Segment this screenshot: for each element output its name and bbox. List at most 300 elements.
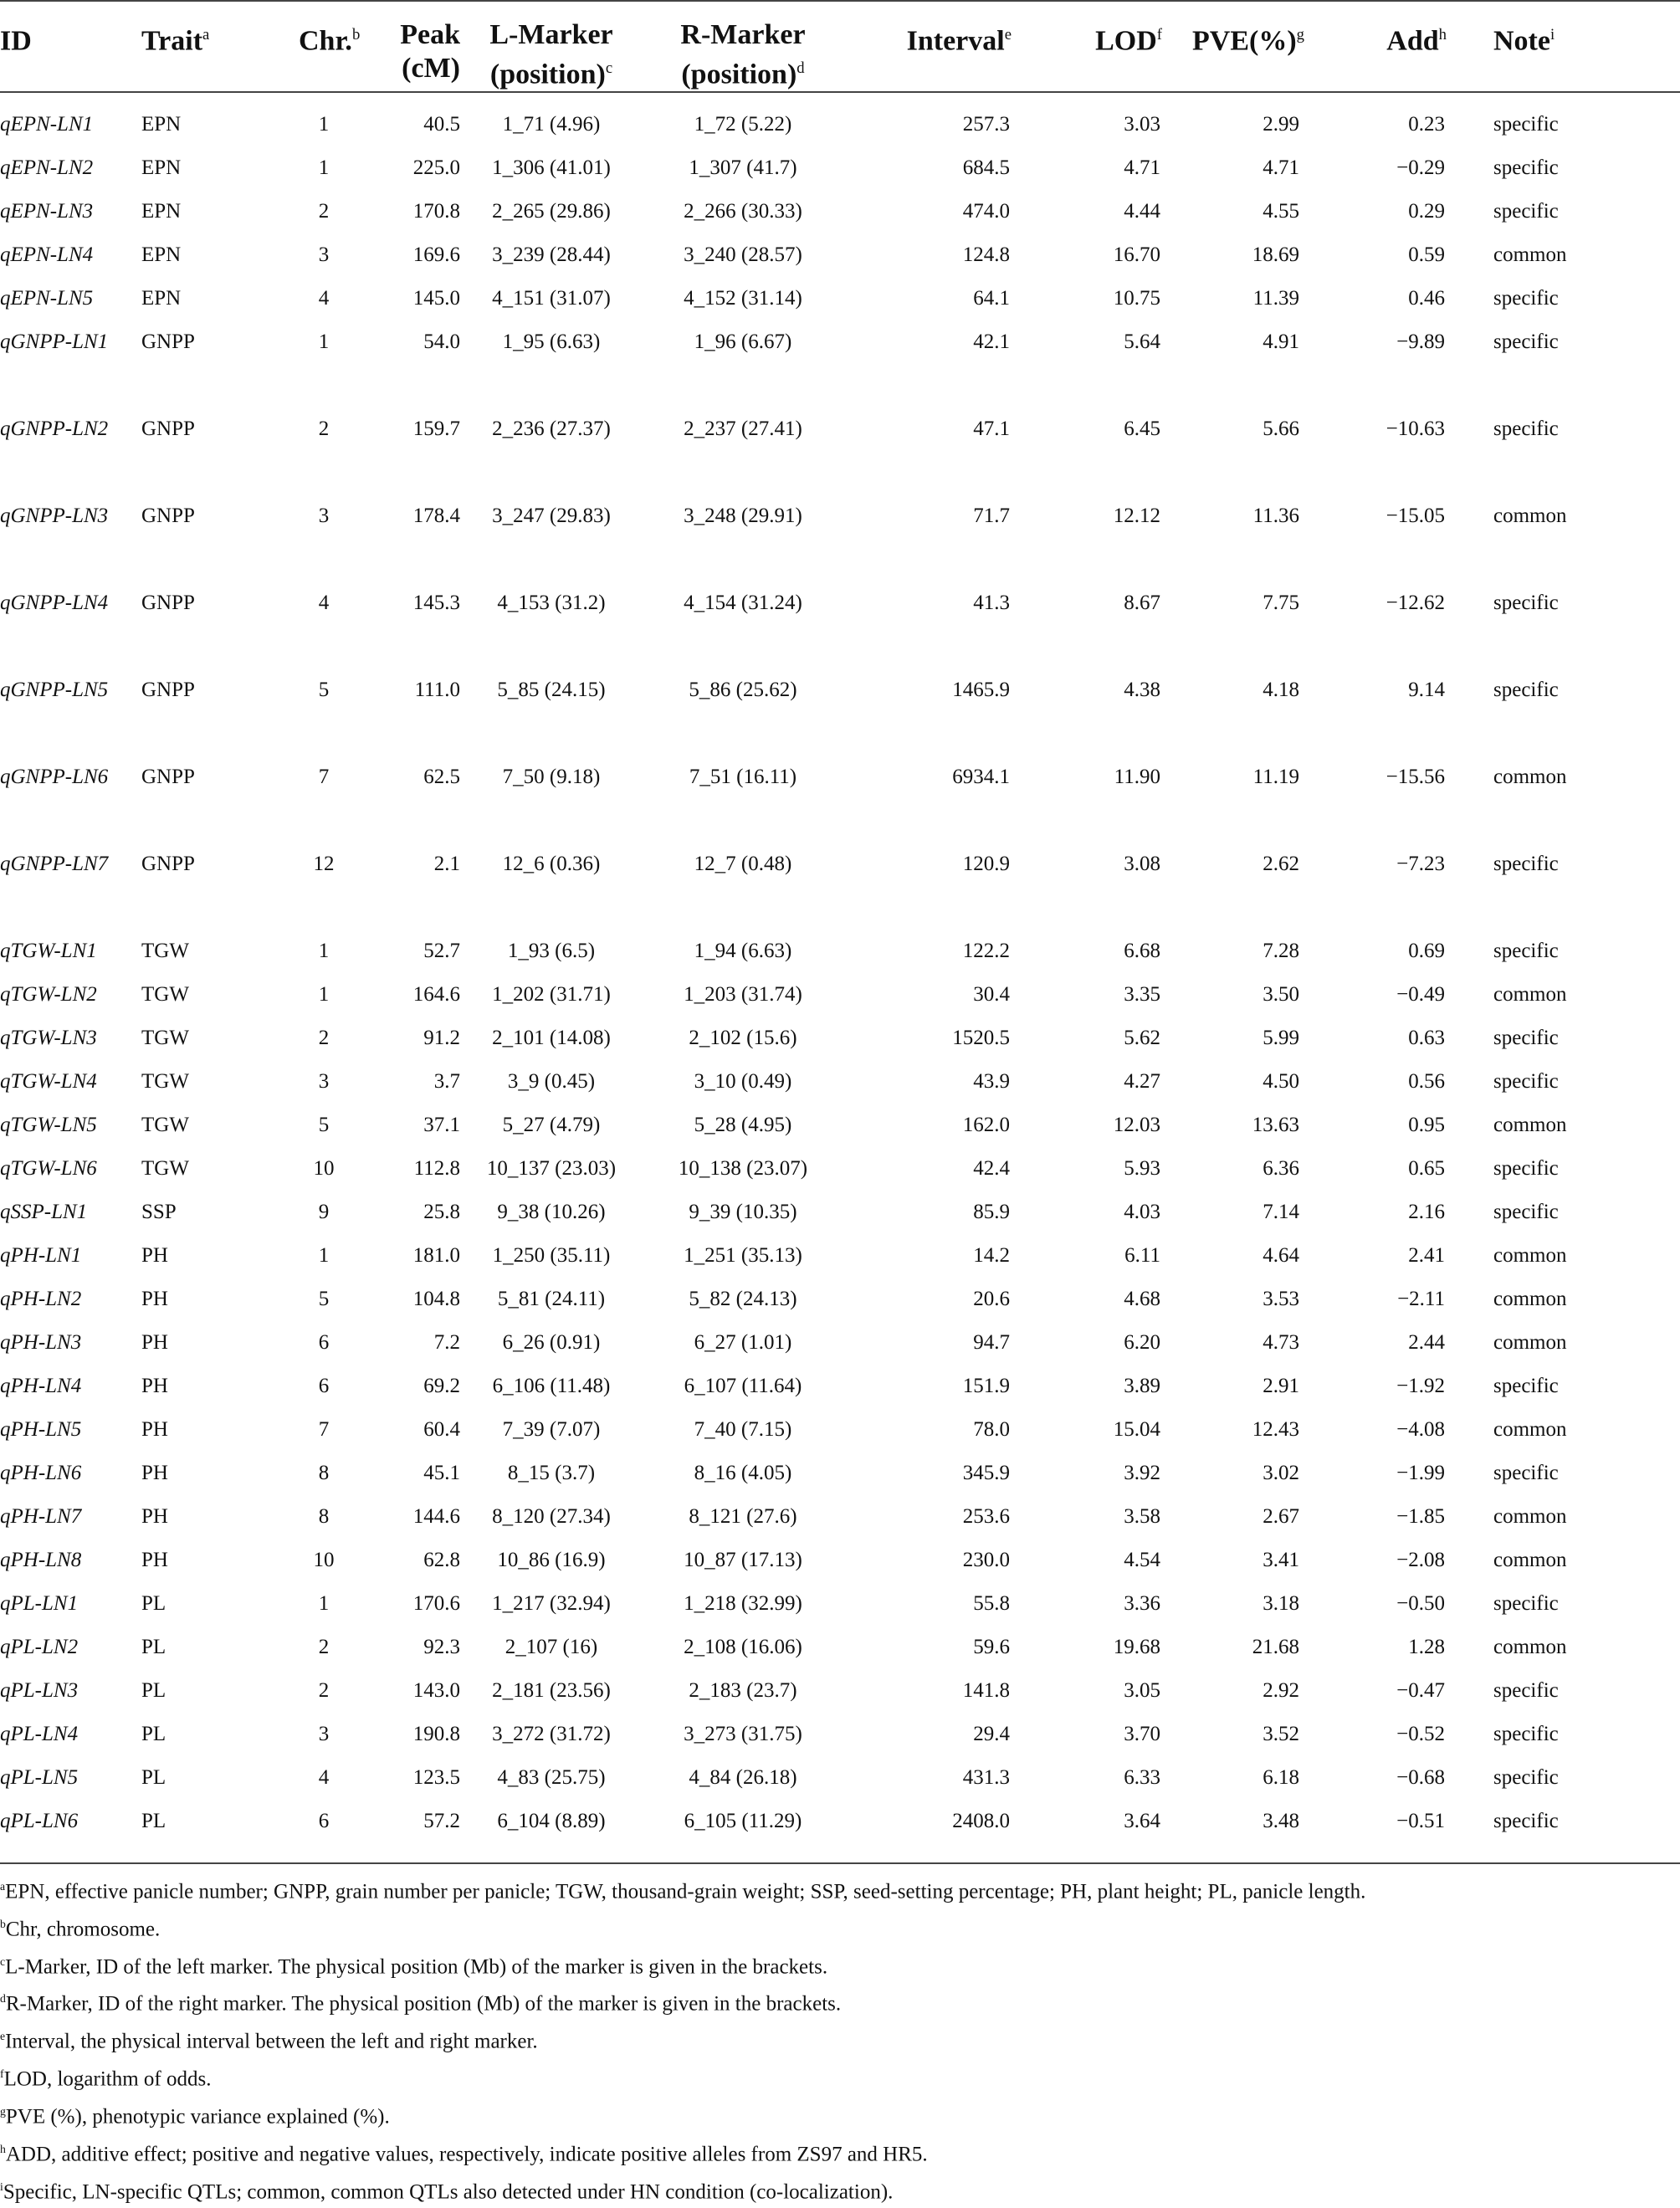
cell-pve: 12.43 [1252,1418,1299,1442]
cell-id: qTGW-LN2 [0,983,97,1007]
cell-l-marker: 7_39 (7.07) [502,1418,601,1442]
cell-note: common [1493,1288,1567,1311]
cell-interval: 55.8 [973,1592,1010,1616]
cell-peak: 145.0 [412,287,460,310]
cell-id: qGNPP-LN2 [0,418,109,441]
footnote [0,2171,1680,2208]
cell-r-marker: 7_51 (16.11) [689,766,797,789]
cell-r-marker: 3_273 (31.75) [684,1723,802,1746]
table-row [0,1060,1680,1104]
table-row [0,494,1680,581]
footnotes [0,1862,1680,2208]
cell-interval: 141.8 [962,1679,1010,1703]
cell-trait: PL [141,1723,166,1746]
cell-l-marker: 3_9 (0.45) [507,1070,596,1094]
cell-id: qPH-LN3 [0,1331,82,1355]
cell-chr: 1 [318,1244,330,1268]
footnote [0,1908,1680,1946]
cell-add: 2.44 [1408,1331,1445,1355]
cell-l-marker: 1_202 (31.71) [492,983,611,1007]
cell-add: 2.16 [1408,1201,1445,1224]
cell-lod: 12.12 [1113,505,1160,528]
cell-id: qPL-LN1 [0,1592,79,1616]
cell-interval: 42.4 [973,1157,1010,1181]
table-row [0,407,1680,494]
cell-peak: 62.5 [423,766,460,789]
cell-r-marker: 1_72 (5.22) [694,113,792,136]
cell-lod: 6.33 [1124,1766,1160,1790]
cell-add: −1.85 [1396,1505,1445,1529]
table-row [0,1669,1680,1713]
cell-peak: 145.3 [412,592,460,615]
cell-peak: 52.7 [423,940,460,963]
cell-add: 0.95 [1408,1114,1445,1137]
cell-add: −4.08 [1396,1418,1445,1442]
cell-r-marker: 1_96 (6.67) [694,330,792,354]
footnote [0,2134,1680,2171]
cell-interval: 42.1 [973,330,1010,354]
cell-peak: 178.4 [412,505,460,528]
cell-peak: 144.6 [412,1505,460,1529]
cell-trait: PH [141,1375,168,1398]
cell-id: qPH-LN5 [0,1418,82,1442]
cell-r-marker: 4_154 (31.24) [684,592,802,615]
cell-id: qTGW-LN5 [0,1114,97,1137]
cell-peak: 25.8 [423,1201,460,1224]
cell-peak: 190.8 [412,1723,460,1746]
cell-note: specific [1493,156,1559,180]
cell-lod: 4.44 [1124,200,1160,223]
cell-chr: 7 [318,766,330,789]
cell-peak: 143.0 [412,1679,460,1703]
cell-add: −0.49 [1396,983,1445,1007]
cell-note: common [1493,983,1567,1007]
cell-lod: 3.58 [1124,1505,1160,1529]
cell-pve: 2.92 [1263,1679,1299,1703]
cell-interval: 120.9 [962,853,1010,876]
cell-trait: PH [141,1331,168,1355]
cell-note: specific [1493,1027,1559,1050]
footnote-text: ADD, additive effect; positive and negative values, respectively, indicate positive alleles from ZS97 and HR5. [5,2143,928,2166]
cell-r-marker: 2_183 (23.7) [689,1679,797,1703]
cell-l-marker: 4_153 (31.2) [497,592,606,615]
cell-lod: 3.92 [1124,1462,1160,1485]
cell-trait: TGW [141,1027,189,1050]
footnote-marker: a [0,1880,6,1893]
cell-note: specific [1493,418,1559,441]
cell-trait: GNPP [141,418,195,441]
cell-trait: PL [141,1592,166,1616]
cell-r-marker: 1_218 (32.99) [684,1592,802,1616]
cell-id: qTGW-LN4 [0,1070,97,1094]
col-id: ID [0,1,140,92]
cell-trait: TGW [141,983,189,1007]
cell-add: −15.05 [1385,505,1445,528]
cell-id: qGNPP-LN1 [0,330,109,354]
cell-r-marker: 3_240 (28.57) [684,243,802,267]
cell-add: 0.56 [1408,1070,1445,1094]
col-pve: PVE(%)$^g$ [1162,1,1304,92]
cell-add: −0.29 [1396,156,1445,180]
cell-pve: 4.55 [1263,200,1299,223]
cell-id: qPL-LN6 [0,1810,79,1833]
cell-r-marker: 5_86 (25.62) [689,679,797,702]
cell-trait: TGW [141,940,189,963]
cell-lod: 3.03 [1124,113,1160,136]
cell-pve: 21.68 [1252,1636,1299,1659]
cell-chr: 9 [318,1201,330,1224]
cell-l-marker: 1_71 (4.96) [502,113,601,136]
cell-chr: 1 [318,983,330,1007]
cell-interval: 47.1 [973,418,1010,441]
cell-peak: 159.7 [412,418,460,441]
cell-id: qTGW-LN3 [0,1027,97,1050]
cell-interval: 122.2 [962,940,1010,963]
table-row [0,320,1680,407]
cell-note: specific [1493,1592,1559,1616]
cell-peak: 170.8 [412,200,460,223]
cell-add: 0.29 [1408,200,1445,223]
cell-r-marker: 6_105 (11.29) [684,1810,802,1833]
cell-lod: 5.64 [1124,330,1160,354]
cell-l-marker: 2_107 (16) [505,1636,598,1659]
cell-id: qTGW-LN6 [0,1157,97,1181]
col-add: Add$^h$ [1304,1,1447,92]
cell-lod: 3.89 [1124,1375,1160,1398]
cell-lod: 3.35 [1124,983,1160,1007]
cell-interval: 162.0 [962,1114,1010,1137]
cell-trait: EPN [141,243,182,267]
cell-add: −0.47 [1396,1679,1445,1703]
cell-trait: PL [141,1766,166,1790]
cell-id: qGNPP-LN4 [0,592,109,615]
cell-add: −2.11 [1397,1288,1445,1311]
cell-r-marker: 2_237 (27.41) [684,418,802,441]
cell-l-marker: 5_85 (24.15) [497,679,606,702]
cell-l-marker: 3_272 (31.72) [492,1723,611,1746]
cell-r-marker: 1_203 (31.74) [684,983,802,1007]
footnote-text: Specific, LN-specific QTLs; common, common QTLs also detected under HN condition (co-localization). [3,2180,894,2203]
cell-r-marker: 8_121 (27.6) [689,1505,797,1529]
cell-trait: GNPP [141,766,195,789]
cell-chr: 6 [318,1331,330,1355]
cell-note: specific [1493,1157,1559,1181]
cell-chr: 6 [318,1810,330,1833]
cell-chr: 1 [318,330,330,354]
table-row [0,581,1680,669]
cell-pve: 3.50 [1263,983,1299,1007]
cell-l-marker: 4_83 (25.75) [497,1766,606,1790]
cell-chr: 1 [318,156,330,180]
cell-chr: 3 [318,243,330,267]
cell-lod: 5.62 [1124,1027,1160,1050]
cell-chr: 5 [318,679,330,702]
cell-chr: 4 [318,287,330,310]
cell-r-marker: 12_7 (0.48) [694,853,792,876]
cell-l-marker: 5_27 (4.79) [502,1114,601,1137]
cell-peak: 104.8 [412,1288,460,1311]
cell-pve: 4.50 [1263,1070,1299,1094]
cell-peak: 164.6 [412,983,460,1007]
cell-chr: 3 [318,1070,330,1094]
cell-chr: 4 [318,592,330,615]
cell-peak: 123.5 [412,1766,460,1790]
cell-peak: 181.0 [412,1244,460,1268]
cell-note: specific [1493,1375,1559,1398]
cell-interval: 230.0 [962,1549,1010,1572]
cell-peak: 57.2 [423,1810,460,1833]
footnote-marker: f [0,2067,4,2081]
table-row [0,1713,1680,1756]
cell-pve: 3.53 [1263,1288,1299,1311]
table-row [0,1582,1680,1626]
cell-lod: 4.38 [1124,679,1160,702]
table-row [0,1408,1680,1452]
cell-chr: 2 [318,200,330,223]
cell-trait: PL [141,1636,166,1659]
cell-chr: 2 [318,1027,330,1050]
cell-id: qPL-LN5 [0,1766,79,1790]
cell-pve: 7.75 [1263,592,1299,615]
cell-add: −10.63 [1385,418,1445,441]
cell-trait: EPN [141,200,182,223]
cell-note: common [1493,1636,1567,1659]
cell-peak: 91.2 [423,1027,460,1050]
cell-interval: 71.7 [973,505,1010,528]
cell-peak: 54.0 [423,330,460,354]
table-body [0,92,1680,1850]
cell-lod: 3.70 [1124,1723,1160,1746]
cell-peak: 60.4 [423,1418,460,1442]
header-row [0,1,1680,92]
cell-interval: 684.5 [962,156,1010,180]
cell-note: specific [1493,330,1559,354]
cell-peak: 62.8 [423,1549,460,1572]
cell-r-marker: 5_82 (24.13) [689,1288,797,1311]
cell-pve: 4.71 [1263,156,1299,180]
cell-chr: 1 [318,113,330,136]
cell-add: 0.46 [1408,287,1445,310]
cell-pve: 4.91 [1263,330,1299,354]
table-row [0,1626,1680,1669]
cell-interval: 124.8 [962,243,1010,267]
footnote [0,2096,1680,2134]
cell-id: qSSP-LN1 [0,1201,88,1224]
cell-id: qEPN-LN2 [0,156,94,180]
cell-id: qEPN-LN1 [0,113,94,136]
cell-add: −9.89 [1396,330,1445,354]
cell-id: qPH-LN1 [0,1244,82,1268]
cell-note: specific [1493,1070,1559,1094]
cell-peak: 92.3 [423,1636,460,1659]
cell-note: specific [1493,287,1559,310]
cell-trait: GNPP [141,853,195,876]
cell-r-marker: 3_10 (0.49) [694,1070,792,1094]
cell-add: −1.99 [1396,1462,1445,1485]
cell-chr: 4 [318,1766,330,1790]
cell-trait: PH [141,1288,168,1311]
cell-pve: 5.66 [1263,418,1299,441]
table-row [0,1017,1680,1060]
cell-r-marker: 1_94 (6.63) [694,940,792,963]
footnote-text: L-Marker, ID of the left marker. The physical position (Mb) of the marker is given in the brackets. [5,1954,828,1978]
cell-peak: 69.2 [423,1375,460,1398]
cell-note: specific [1493,1766,1559,1790]
cell-l-marker: 10_137 (23.03) [486,1157,617,1181]
cell-lod: 10.75 [1113,287,1160,310]
footnote [0,2058,1680,2096]
cell-r-marker: 6_107 (11.64) [684,1375,802,1398]
cell-pve: 2.99 [1263,113,1299,136]
cell-add: 0.63 [1408,1027,1445,1050]
cell-pve: 18.69 [1252,243,1299,267]
cell-lod: 16.70 [1113,243,1160,267]
cell-peak: 7.2 [433,1331,460,1355]
footnote-text: Interval, the physical interval between the left and right marker. [5,2030,538,2053]
cell-l-marker: 5_81 (24.11) [497,1288,606,1311]
cell-r-marker: 6_27 (1.01) [694,1331,792,1355]
cell-l-marker: 10_86 (16.9) [497,1549,606,1572]
footnote-marker: i [0,2180,3,2193]
cell-r-marker: 1_251 (35.13) [684,1244,802,1268]
footnote-text: R-Marker, ID of the right marker. The physical position (Mb) of the marker is given in the brackets. [5,1992,842,2016]
cell-note: specific [1493,592,1559,615]
cell-note: common [1493,243,1567,267]
cell-pve: 3.41 [1263,1549,1299,1572]
cell-peak: 112.8 [413,1157,460,1181]
cell-note: specific [1493,853,1559,876]
cell-pve: 4.18 [1263,679,1299,702]
cell-pve: 5.99 [1263,1027,1299,1050]
cell-lod: 8.67 [1124,592,1160,615]
cell-r-marker: 7_40 (7.15) [694,1418,792,1442]
cell-add: −0.51 [1396,1810,1445,1833]
cell-id: qTGW-LN1 [0,940,97,963]
col-interval: Interval$^e$ [843,1,1012,92]
cell-pve: 6.36 [1263,1157,1299,1181]
cell-trait: GNPP [141,330,195,354]
cell-l-marker: 6_26 (0.91) [502,1331,601,1355]
cell-pve: 4.64 [1263,1244,1299,1268]
cell-interval: 2408.0 [952,1810,1010,1833]
cell-l-marker: 4_151 (31.07) [492,287,611,310]
cell-trait: PH [141,1244,168,1268]
cell-l-marker: 6_104 (8.89) [497,1810,606,1833]
cell-pve: 2.62 [1263,853,1299,876]
cell-note: common [1493,1418,1567,1442]
cell-pve: 7.28 [1263,940,1299,963]
table-row [0,1800,1680,1850]
table-row [0,930,1680,973]
cell-trait: GNPP [141,505,195,528]
cell-chr: 3 [318,505,330,528]
cell-lod: 3.05 [1124,1679,1160,1703]
cell-pve: 4.73 [1263,1331,1299,1355]
table-row [0,190,1680,233]
table-row [0,277,1680,320]
cell-lod: 4.27 [1124,1070,1160,1094]
cell-note: specific [1493,200,1559,223]
cell-peak: 3.7 [433,1070,460,1094]
cell-add: −0.52 [1396,1723,1445,1746]
cell-interval: 474.0 [962,200,1010,223]
cell-interval: 253.6 [962,1505,1010,1529]
cell-add: 0.59 [1408,243,1445,267]
footnote-text: Chr, chromosome. [5,1918,161,1941]
cell-trait: GNPP [141,592,195,615]
cell-add: 0.65 [1408,1157,1445,1181]
cell-lod: 11.90 [1114,766,1160,789]
cell-add: −0.50 [1396,1592,1445,1616]
cell-trait: EPN [141,113,182,136]
cell-interval: 1520.5 [952,1027,1010,1050]
table-row [0,973,1680,1017]
col-trait: Trait$^a$ [140,1,290,92]
cell-id: qGNPP-LN5 [0,679,109,702]
cell-interval: 85.9 [973,1201,1010,1224]
cell-interval: 59.6 [973,1636,1010,1659]
cell-chr: 10 [313,1549,335,1572]
cell-note: specific [1493,1201,1559,1224]
cell-l-marker: 9_38 (10.26) [497,1201,606,1224]
cell-id: qPH-LN7 [0,1505,82,1529]
cell-lod: 4.71 [1124,156,1160,180]
table-row [0,1191,1680,1234]
cell-trait: PH [141,1462,168,1485]
cell-interval: 6934.1 [952,766,1010,789]
cell-peak: 45.1 [423,1462,460,1485]
cell-id: qPL-LN4 [0,1723,79,1746]
footnote [0,2021,1680,2058]
footnote-text: EPN, effective panicle number; GNPP, grain number per panicle; TGW, thousand-grain weight; SSP, seed-setting percentage; PH, plant height; PL, panicle length. [5,1880,1366,1903]
cell-r-marker: 2_108 (16.06) [684,1636,802,1659]
cell-trait: TGW [141,1157,189,1181]
cell-add: −12.62 [1385,592,1445,615]
cell-trait: PH [141,1505,168,1529]
cell-interval: 14.2 [973,1244,1010,1268]
cell-add: −2.08 [1396,1549,1445,1572]
cell-id: qGNPP-LN7 [0,853,109,876]
cell-note: common [1493,766,1567,789]
cell-add: −7.23 [1396,853,1445,876]
cell-trait: TGW [141,1070,189,1094]
cell-l-marker: 2_236 (27.37) [492,418,611,441]
cell-l-marker: 3_239 (28.44) [492,243,611,267]
cell-pve: 7.14 [1263,1201,1299,1224]
cell-peak: 170.6 [412,1592,460,1616]
cell-pve: 2.91 [1263,1375,1299,1398]
cell-lod: 3.08 [1124,853,1160,876]
col-lod: LOD$^f$ [1012,1,1162,92]
cell-r-marker: 4_152 (31.14) [684,287,802,310]
cell-lod: 15.04 [1113,1418,1160,1442]
cell-trait: PH [141,1549,168,1572]
cell-l-marker: 2_265 (29.86) [492,200,611,223]
cell-r-marker: 10_138 (23.07) [678,1157,808,1181]
cell-interval: 1465.9 [952,679,1010,702]
cell-pve: 11.39 [1252,287,1299,310]
cell-l-marker: 6_106 (11.48) [492,1375,611,1398]
cell-pve: 11.36 [1252,505,1299,528]
cell-add: −15.56 [1385,766,1445,789]
footnote-marker: b [0,1917,6,1930]
cell-chr: 7 [318,1418,330,1442]
cell-add: −1.92 [1396,1375,1445,1398]
cell-interval: 151.9 [962,1375,1010,1398]
cell-peak: 225.0 [412,156,460,180]
cell-id: qPH-LN4 [0,1375,82,1398]
cell-chr: 5 [318,1114,330,1137]
